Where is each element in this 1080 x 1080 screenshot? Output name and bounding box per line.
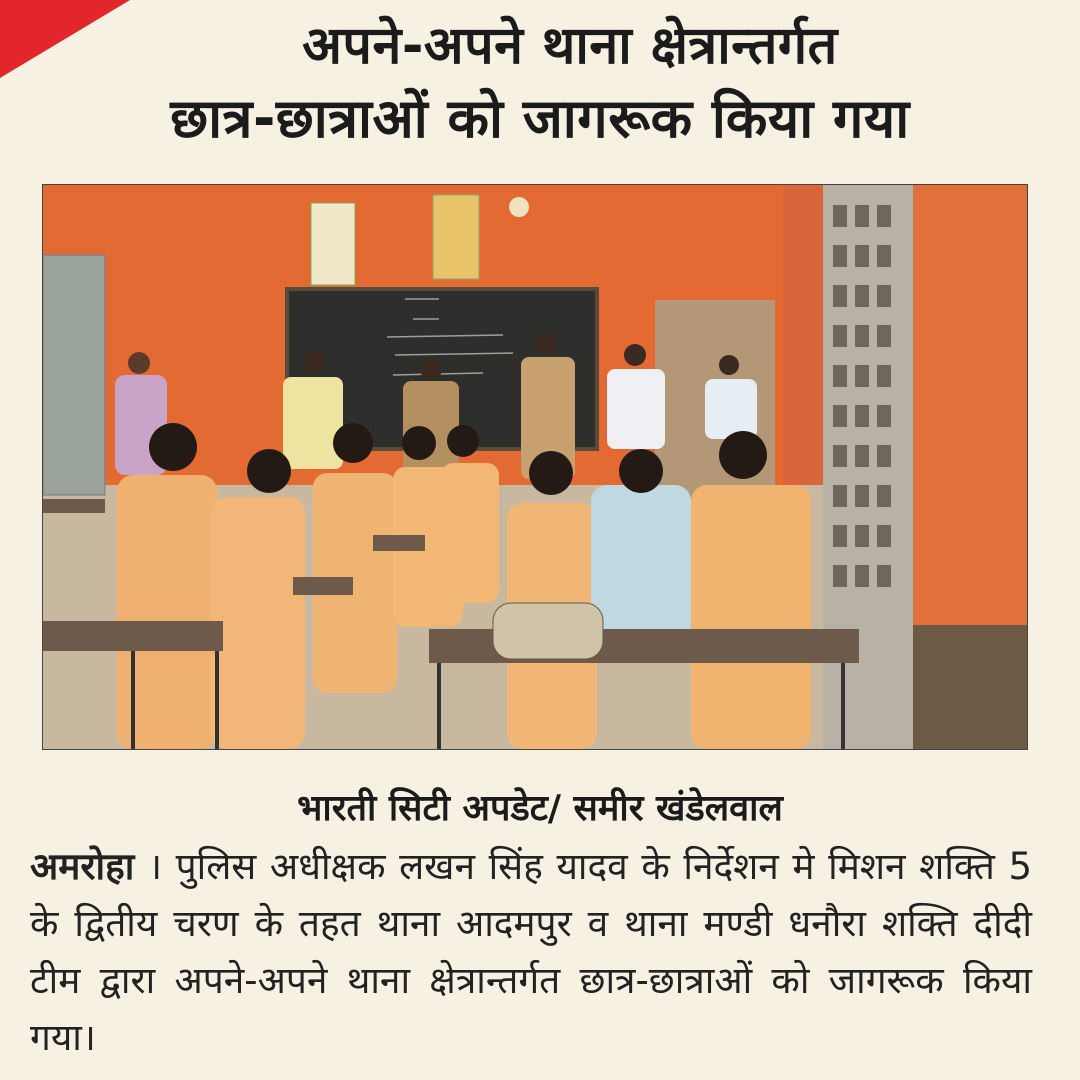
headline-line-2: छात्र-छात्राओं को जागरूक किया गया — [170, 87, 910, 150]
classroom-photo-illustration — [43, 185, 1027, 749]
headline — [0, 14, 1080, 154]
article-body — [30, 838, 1032, 1066]
article-text: पुलिस अधीक्षक लखन सिंह यादव के निर्देशन मे मिशन शक्ति 5 के द्वितीय चरण के तहत थाना आदमपुर व थाना मण्डी धनौरा शक्ति दीदी टीम द्वारा अपने-अपने थाना क्षेत्रान्तर्गत छात्र-छात्राओं को जागरूक किया गया। — [30, 845, 1033, 1059]
dateline-place: अमरोहा — [30, 845, 135, 888]
news-photo — [42, 184, 1028, 750]
headline-line-1: अपने-अपने थाना क्षेत्रान्तर्गत — [302, 16, 838, 76]
dateline-separator: । — [147, 845, 162, 888]
byline: भारती सिटी अपडेट/ समीर खंडेलवाल — [297, 788, 783, 829]
